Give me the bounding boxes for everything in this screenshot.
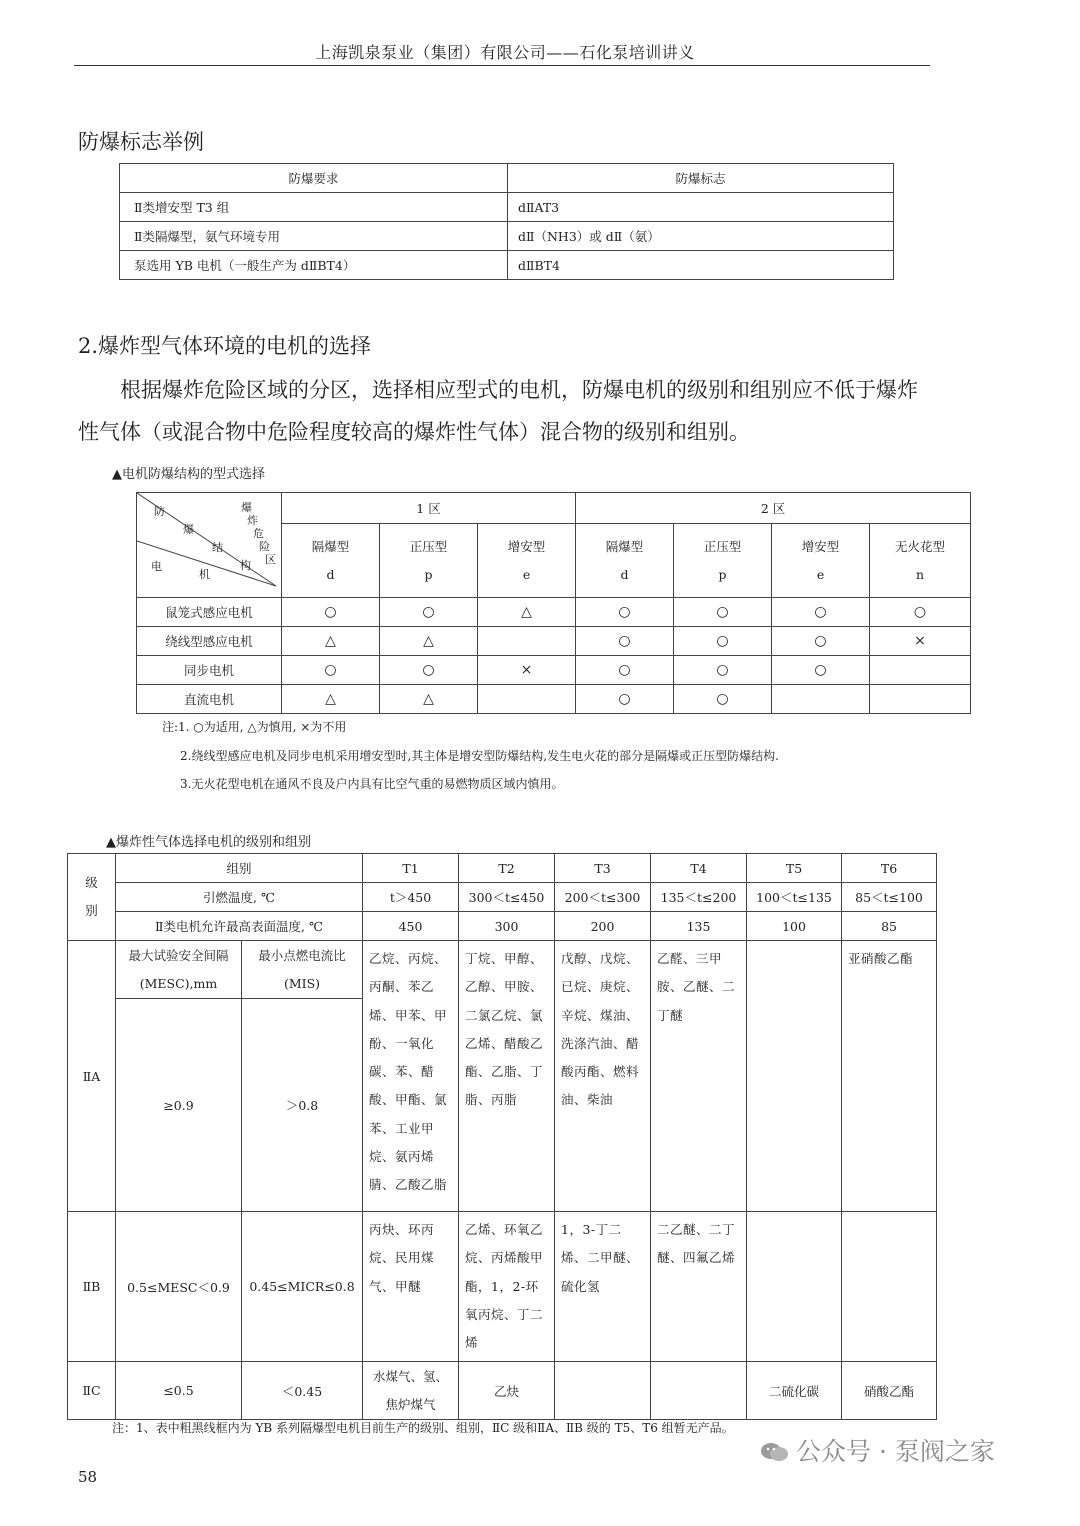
type-code: e xyxy=(816,566,825,582)
table-cell: Ⅱ类隔爆型，氨气环境专用 xyxy=(120,222,508,251)
table-cell xyxy=(772,685,870,714)
table-cell: 300＜t≤450 xyxy=(459,883,555,912)
table-cell xyxy=(478,685,576,714)
type-header-cell xyxy=(380,524,478,598)
mesc-header: 最大试验安全间隔(MESC),mm xyxy=(116,941,242,999)
type-code: d xyxy=(620,566,629,582)
gas-list: 二硫化碳 xyxy=(747,1362,842,1420)
table-header-cell: 防爆要求 xyxy=(120,164,508,193)
mesc-value: ≥0.9 xyxy=(116,999,242,1212)
gas-list: 乙炔 xyxy=(459,1362,555,1420)
level-header xyxy=(68,854,116,941)
type-code: n xyxy=(916,566,925,582)
table-cell: 450 xyxy=(363,912,459,941)
table-row xyxy=(137,598,971,627)
diag-char: 构 xyxy=(240,559,251,572)
table3-caption: ▲爆炸性气体选择电机的级别和组别 xyxy=(106,835,311,850)
zone-1-header: 1 区 xyxy=(282,493,576,524)
table-cell: 300 xyxy=(459,912,555,941)
diag-char: 炸 xyxy=(247,514,258,527)
ignition-label: 引燃温度, ℃ xyxy=(116,883,363,912)
table-row xyxy=(68,883,937,912)
table2-caption: ▲电机防爆结构的型式选择 xyxy=(112,467,265,482)
table-row xyxy=(120,222,894,251)
table-cell: ○ xyxy=(576,598,674,627)
mis-value: ＞0.8 xyxy=(242,999,363,1212)
table-cell: Ⅱ类增安型 T3 组 xyxy=(120,193,508,222)
table3-note: 注：1、表中粗黑线框内为 YB 系列隔爆型电机目前生产的级别、组别，ⅡC 级和ⅡA、ⅡB 级的 T5、T6 组暂无产品。 xyxy=(112,1421,734,1435)
type-name: 正压型 xyxy=(703,538,742,554)
gas-list xyxy=(555,1362,651,1420)
table-header-row xyxy=(120,164,894,193)
table2-note: 注:1. ○为适用, △为慎用, ×为不用 xyxy=(162,720,347,734)
table-cell: ○ xyxy=(674,685,772,714)
table-row xyxy=(137,656,971,685)
group-label: 组别 xyxy=(116,854,363,883)
section-title-motor-selection: 2.爆炸型气体环境的电机的选择 xyxy=(78,334,372,358)
row-label: 鼠笼式感应电机 xyxy=(137,598,282,627)
group-header: T4 xyxy=(651,854,747,883)
table-cell: △ xyxy=(282,627,380,656)
table-cell: ○ xyxy=(380,598,478,627)
table-cell: 85＜t≤100 xyxy=(842,883,937,912)
table-cell: ○ xyxy=(576,627,674,656)
group-header: T6 xyxy=(842,854,937,883)
gas-list xyxy=(747,1212,842,1362)
table-row xyxy=(68,854,937,883)
mesc-value: ≤0.5 xyxy=(116,1362,242,1420)
type-header-cell xyxy=(772,524,870,598)
section-paragraph: 根据爆炸危险区域的分区，选择相应型式的电机，防爆电机的级别和组别应不低于爆炸性气体（或混合物中危险程度较高的爆炸性气体）混合物的级别和组别。 xyxy=(78,378,918,444)
section-title-explosion-marks: 防爆标志举例 xyxy=(78,130,204,154)
level-header-text: 级别 xyxy=(85,875,98,918)
table-cell: 泵选用 YB 电机（一般生产为 dⅡBT4） xyxy=(120,251,508,280)
motor-structure-table xyxy=(136,492,971,714)
table-cell: ○ xyxy=(282,598,380,627)
table-cell: dⅡAT3 xyxy=(508,193,894,222)
diag-char: 爆 xyxy=(241,501,252,514)
gas-class-group-table xyxy=(67,853,937,1420)
table-cell: 100＜t≤135 xyxy=(747,883,842,912)
table-cell: ○ xyxy=(674,627,772,656)
gas-list: 戊醇、戊烷、已烷、庚烷、辛烷、煤油、洗涤汽油、醋酸丙酯、燃料油、柴油 xyxy=(555,941,651,1212)
group-header: T2 xyxy=(459,854,555,883)
table-cell: 135＜t≤200 xyxy=(651,883,747,912)
gas-list xyxy=(651,1362,747,1420)
gas-list: 乙烷、丙烷、丙酮、苯乙烯、甲苯、甲酚、一氧化碳、苯、醋酸、甲酯、氯苯、工业甲烷、氨丙烯腈、乙酸乙脂 xyxy=(363,941,459,1212)
table-row xyxy=(120,193,894,222)
diag-char: 爆 xyxy=(183,523,194,536)
type-code: e xyxy=(522,566,531,582)
type-code: p xyxy=(718,566,727,582)
group-header: T3 xyxy=(555,854,651,883)
table-cell: △ xyxy=(380,685,478,714)
diag-char: 防 xyxy=(154,505,165,518)
table-cell: ○ xyxy=(674,598,772,627)
table-row xyxy=(120,251,894,280)
watermark xyxy=(760,1432,995,1468)
table-cell: dⅡBT4 xyxy=(508,251,894,280)
gas-list: 丙炔、环丙烷、民用煤气、甲醚 xyxy=(363,1212,459,1362)
diag-char: 结 xyxy=(212,541,223,554)
table-header-cell: 防爆标志 xyxy=(508,164,894,193)
table-row xyxy=(68,941,937,999)
type-name: 无火花型 xyxy=(895,538,946,554)
mis-header: 最小点燃电流比(MIS) xyxy=(242,941,363,999)
type-header-cell xyxy=(870,524,971,598)
table-row xyxy=(137,685,971,714)
gas-list: 水煤气、氢、焦炉煤气 xyxy=(363,1362,459,1420)
gas-list: 1，3-丁二烯、二甲醚、硫化氢 xyxy=(555,1212,651,1362)
type-name: 增安型 xyxy=(507,538,546,554)
table-cell: ○ xyxy=(772,656,870,685)
class-label: ⅡA xyxy=(68,941,116,1212)
mesc-value: 0.5≤MESC＜0.9 xyxy=(116,1212,242,1362)
table2-note: 3.无火花型电机在通风不良及户内具有比空气重的易燃物质区域内慎用。 xyxy=(180,777,564,791)
table-cell: △ xyxy=(282,685,380,714)
table-cell: t＞450 xyxy=(363,883,459,912)
table-cell: dⅡ（NH3）或 dⅡ（氨） xyxy=(508,222,894,251)
table-cell xyxy=(870,656,971,685)
gas-list: 乙烯、环氧乙烷、丙烯酸甲酯，1，2-环氧丙烷、丁二烯 xyxy=(459,1212,555,1362)
group-header: T5 xyxy=(747,854,842,883)
type-name: 增安型 xyxy=(801,538,840,554)
table-row xyxy=(68,1362,937,1420)
type-header-cell xyxy=(674,524,772,598)
table-row xyxy=(68,1212,937,1362)
table-cell: 200＜t≤300 xyxy=(555,883,651,912)
table-cell: ○ xyxy=(870,598,971,627)
group-header: T1 xyxy=(363,854,459,883)
diag-char: 区 xyxy=(265,553,276,566)
diag-char: 电 xyxy=(151,560,162,573)
header-divider xyxy=(74,65,930,66)
row-label: 绕线型感应电机 xyxy=(137,627,282,656)
row-label: 直流电机 xyxy=(137,685,282,714)
explosion-mark-table xyxy=(119,163,894,280)
table-cell xyxy=(870,685,971,714)
type-header-cell xyxy=(282,524,380,598)
page-header-title: 上海凯泉泵业（集团）有限公司——石化泵培训讲义 xyxy=(315,43,695,62)
mis-value: ＜0.45 xyxy=(242,1362,363,1420)
table-cell: 85 xyxy=(842,912,937,941)
gas-list xyxy=(747,941,842,1212)
table-cell: ○ xyxy=(576,656,674,685)
table-cell: × xyxy=(870,627,971,656)
type-name: 正压型 xyxy=(409,538,448,554)
table-cell: 200 xyxy=(555,912,651,941)
table-row xyxy=(137,627,971,656)
gas-list xyxy=(842,1212,937,1362)
mis-value: 0.45≤MICR≤0.8 xyxy=(242,1212,363,1362)
gas-list: 二乙醚、二丁醚、四氟乙烯 xyxy=(651,1212,747,1362)
row-label: 同步电机 xyxy=(137,656,282,685)
diag-char: 机 xyxy=(199,568,210,581)
type-header-cell xyxy=(478,524,576,598)
gas-list: 亚硝酸乙酯 xyxy=(842,941,937,1212)
table-row xyxy=(68,912,937,941)
zone-2-header: 2 区 xyxy=(576,493,971,524)
type-name: 隔爆型 xyxy=(605,538,644,554)
table-cell xyxy=(478,627,576,656)
table-cell: ○ xyxy=(380,656,478,685)
table-cell: × xyxy=(478,656,576,685)
surface-label: Ⅱ类电机允许最高表面温度, ℃ xyxy=(116,912,363,941)
table-cell: ○ xyxy=(576,685,674,714)
gas-list: 硝酸乙酯 xyxy=(842,1362,937,1420)
table-cell: 100 xyxy=(747,912,842,941)
type-code: d xyxy=(326,566,335,582)
table-cell: ○ xyxy=(772,598,870,627)
diagonal-header-cell xyxy=(137,493,282,598)
diag-char: 危 xyxy=(253,527,264,540)
type-name: 隔爆型 xyxy=(311,538,350,554)
class-label: ⅡC xyxy=(68,1362,116,1420)
table-cell: ○ xyxy=(282,656,380,685)
table-cell: ○ xyxy=(772,627,870,656)
table-cell: △ xyxy=(478,598,576,627)
table-cell: △ xyxy=(380,627,478,656)
type-header-cell xyxy=(576,524,674,598)
type-code: p xyxy=(424,566,433,582)
page-number: 58 xyxy=(78,1468,98,1486)
table-header-row xyxy=(137,493,971,524)
table2-note: 2.绕线型感应电机及同步电机采用增安型时,其主体是增安型防爆结构,发生电火花的部分是隔爆或正压型防爆结构. xyxy=(180,749,779,763)
class-label: ⅡB xyxy=(68,1212,116,1362)
table-cell: 135 xyxy=(651,912,747,941)
diag-char: 险 xyxy=(259,540,270,553)
gas-list: 丁烷、甲醇、乙醇、甲胺、二氯乙烷、氯乙烯、醋酸乙酯、乙脂、丁脂、丙脂 xyxy=(459,941,555,1212)
wechat-icon xyxy=(760,1441,790,1463)
table-cell: ○ xyxy=(674,656,772,685)
watermark-text: 公众号 · 泵阀之家 xyxy=(796,1437,995,1466)
gas-list: 乙醛、三甲胺、乙醚、二丁醚 xyxy=(651,941,747,1212)
